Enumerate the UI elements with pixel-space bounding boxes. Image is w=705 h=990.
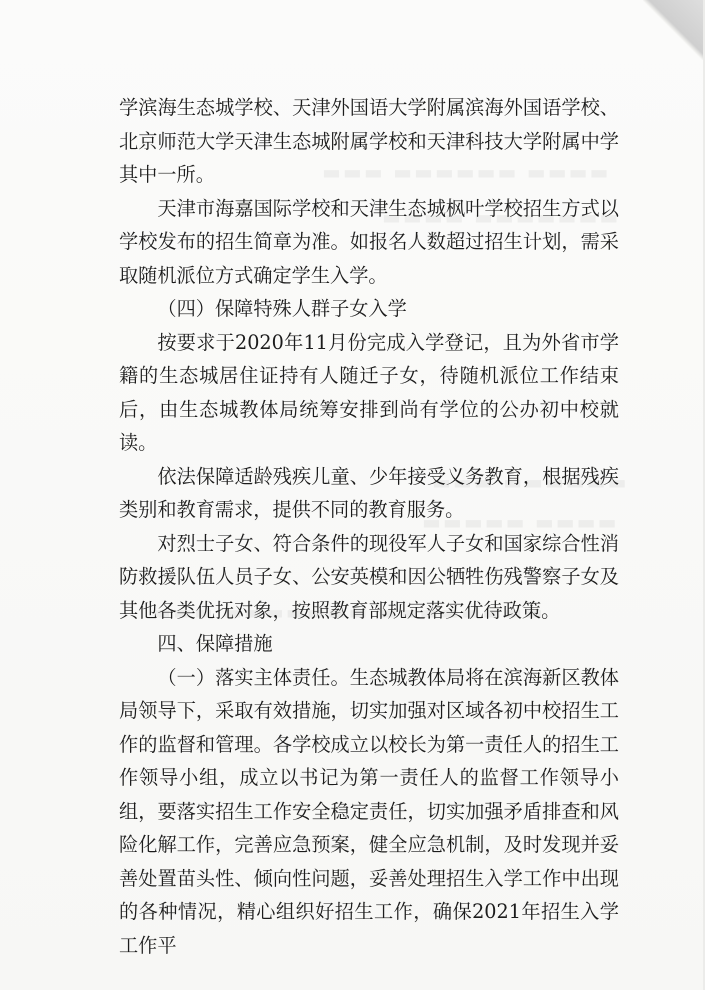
- document-body: [119, 91, 619, 962]
- paragraph-1: 学滨海生态城学校、天津外国语大学附属滨海外国语学校、北京师范大学天津生态城附属学校和天津科技大学附属中学其中一所。: [119, 96, 619, 186]
- paragraph-2: 天津市海嘉国际学校和天津生态城枫叶学校招生方式以学校发布的招生简章为准。如报名人数超过招生计划，需采取随机派位方式确定学生入学。: [119, 196, 619, 287]
- section-heading-safeguards: 四、保障措施: [157, 632, 273, 655]
- paragraph-3: 按要求于2020年11月份完成入学登记，且为外省市学籍的生态城居住证持有人随迁子女，待随机派位工作结束后，由生态城教体局统筹安排到尚有学位的公办初中校就读。: [119, 330, 619, 454]
- paragraph-6: （一）落实主体责任。生态城教体局将在滨海新区教体局领导下，采取有效措施，切实加强对区域各初中校招生工作的监督和管理。各学校成立以校长为第一责任人的招生工作领导小组，成立以书记为第一责任人的监督工作领导小组，要落实招生工作安全稳定责任，切实加强矛盾排查和风险化解工作，完善应急预案，健全应急机制，及时发现并妥善处置苗头性、倾向性问题，妥善处理招生入学工作中出现的各种情况，精心组织好招生工作，确保2021年招生入学工作平: [119, 665, 619, 957]
- section-heading-special-groups: （四）保障特殊人群子女入学: [157, 297, 407, 320]
- paragraph-5: 对烈士子女、符合条件的现役军人子女和国家综合性消防救援队伍人员子女、公安英模和因公牺牲伤残警察子女及其他各类优抚对象，按照教育部规定落实优待政策。: [119, 531, 619, 622]
- paragraph-4: 依法保障适龄残疾儿童、少年接受义务教育，根据残疾类别和教育需求，提供不同的教育服务。: [119, 464, 619, 521]
- page-corner-fold: [643, 0, 703, 60]
